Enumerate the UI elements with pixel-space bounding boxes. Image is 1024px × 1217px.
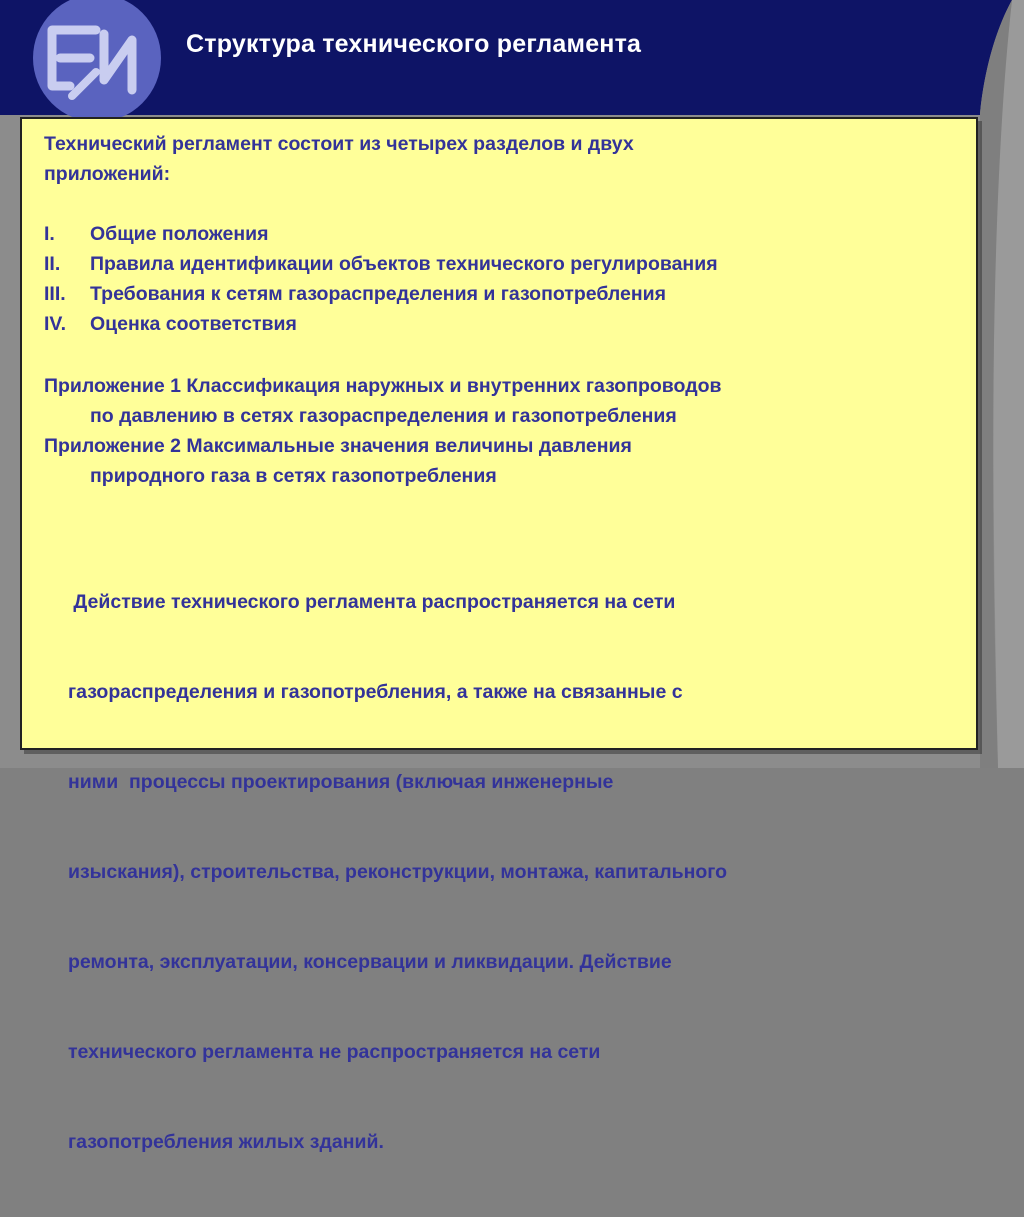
scope-line: изыскания), строительства, реконструкции, монтажа, капитального	[68, 861, 728, 883]
sections-list	[44, 219, 718, 339]
slide-title: Структура технического регламента	[186, 30, 642, 58]
organization-logo-icon	[33, 0, 161, 122]
section-label: Правила идентификации объектов технического регулирования	[90, 253, 718, 275]
scope-line: технического регламента не распространяется на сети	[68, 1041, 601, 1063]
list-item	[44, 249, 718, 279]
scope-paragraph	[68, 527, 727, 1217]
scope-line: ними процессы проектирования (включая инженерные	[68, 771, 614, 793]
section-number: II.	[44, 253, 61, 275]
intro-line: приложений:	[44, 163, 171, 185]
appendix-2-line: природного газа в сетях газопотребления	[90, 465, 497, 487]
appendix-2-line: Приложение 2 Максимальные значения величины давления	[44, 435, 632, 457]
list-item	[44, 279, 718, 309]
section-label: Требования к сетям газораспределения и газопотребления	[90, 283, 667, 305]
appendix-1-line: Приложение 1 Классификация наружных и внутренних газопроводов	[44, 375, 722, 397]
section-number: III.	[44, 283, 66, 305]
scope-line: газораспределения и газопотребления, а также на связанные с	[68, 681, 683, 703]
list-item	[44, 309, 718, 339]
section-number: IV.	[44, 313, 67, 335]
scope-line: Действие технического регламента распространяется на сети	[68, 591, 676, 613]
appendices	[44, 371, 721, 491]
scope-line: ремонта, эксплуатации, консервации и ликвидации. Действие	[68, 951, 672, 973]
content-panel	[20, 117, 978, 1153]
section-label: Оценка соответствия	[90, 313, 297, 335]
list-item	[44, 219, 718, 249]
appendix-1-line: по давлению в сетях газораспределения и газопотребления	[90, 405, 677, 427]
scope-line: газопотребления жилых зданий.	[68, 1131, 384, 1153]
section-number: I.	[44, 223, 55, 245]
section-label: Общие положения	[90, 223, 269, 245]
intro-line: Технический регламент состоит из четырех разделов и двух	[44, 133, 634, 155]
intro-text	[44, 129, 634, 189]
